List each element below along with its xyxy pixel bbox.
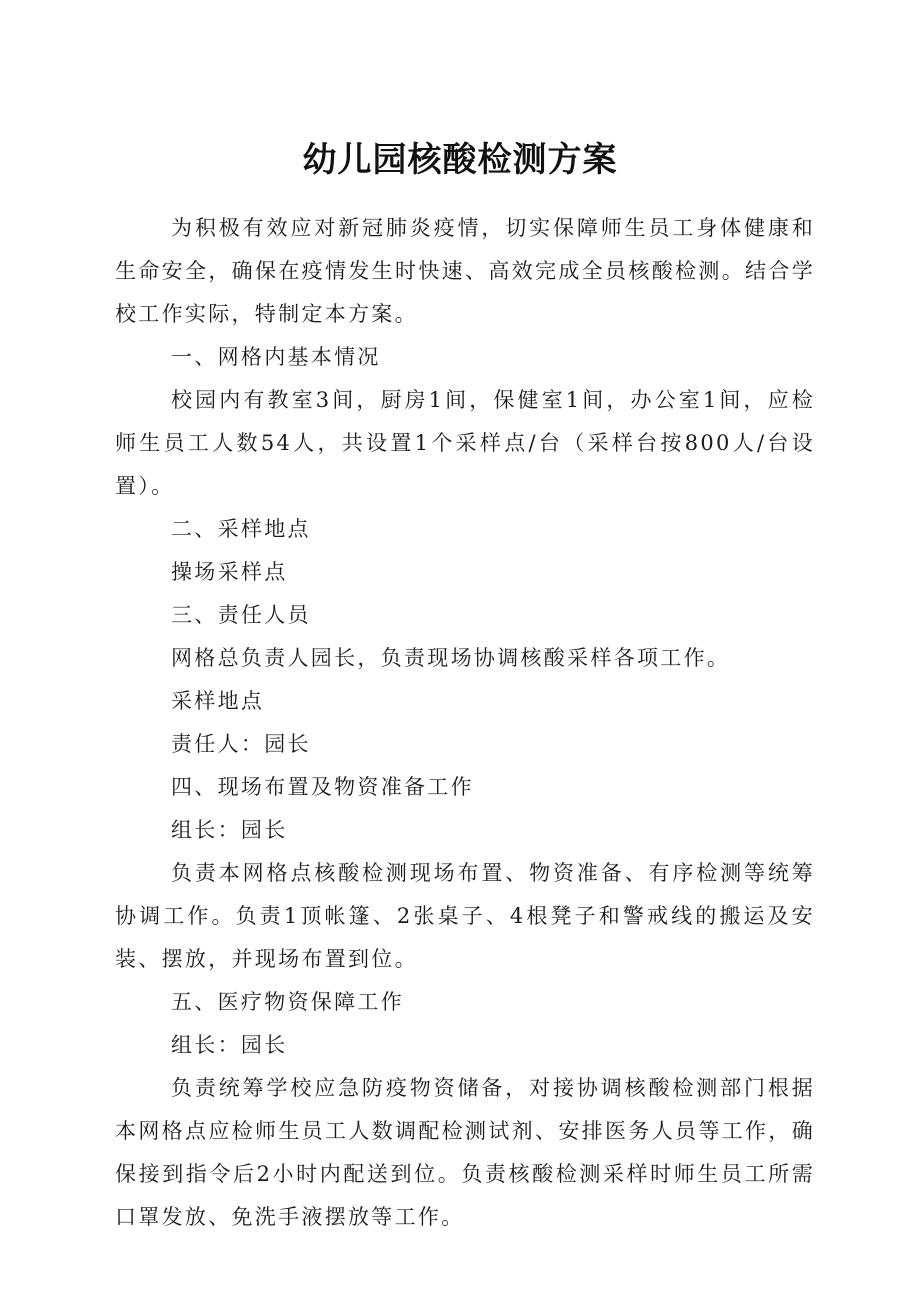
paragraph-sampling-site: 操场采样点 <box>171 560 288 584</box>
document-title: 幼儿园核酸检测方案 <box>302 140 618 180</box>
section-heading-1: 一、网格内基本情况 <box>171 345 381 369</box>
paragraph-intro: 为积极有效应对新冠肺炎疫情，切实保障师生员工身体健康和生命安全，确保在疫情发生时快速、高效完成全员核酸检测。结合学校工作实际，特制定本方案。 <box>115 216 815 326</box>
section-heading-5: 五、医疗物资保障工作 <box>171 990 404 1014</box>
section-heading-2: 二、采样地点 <box>171 517 311 541</box>
paragraph-group-leader-5: 组长：园长 <box>171 1033 288 1057</box>
section-heading-4: 四、现场布置及物资准备工作 <box>171 775 474 799</box>
paragraph-basic-info: 校园内有教室3间，厨房1间，保健室1间，办公室1间，应检师生员工人数54人，共设置1个采样点/台（采样台按800人/台设置）。 <box>115 388 815 498</box>
paragraph-responsible-person: 责任人：园长 <box>171 732 311 756</box>
paragraph-medical-supplies: 负责统筹学校应急防疫物资储备，对接协调核酸检测部门根据本网格点应检师生员工人数调配检测试剂、安排医务人员等工作，确保接到指令后2小时内配送到位。负责核酸检测采样时师生员工所需口罩发放、免洗手液摆放等工作。 <box>115 1076 815 1229</box>
document-body <box>115 207 815 1239</box>
section-heading-3: 三、责任人员 <box>171 603 311 627</box>
paragraph-group-leader-4: 组长：园长 <box>171 818 288 842</box>
paragraph-grid-leader: 网格总负责人园长，负责现场协调核酸采样各项工作。 <box>171 646 731 670</box>
paragraph-site-setup: 负责本网格点核酸检测现场布置、物资准备、有序检测等统筹协调工作。负责1顶帐篷、2张桌子、4根凳子和警戒线的搬运及安装、摆放，并现场布置到位。 <box>115 861 815 971</box>
paragraph-sampling-site-label: 采样地点 <box>171 689 265 713</box>
